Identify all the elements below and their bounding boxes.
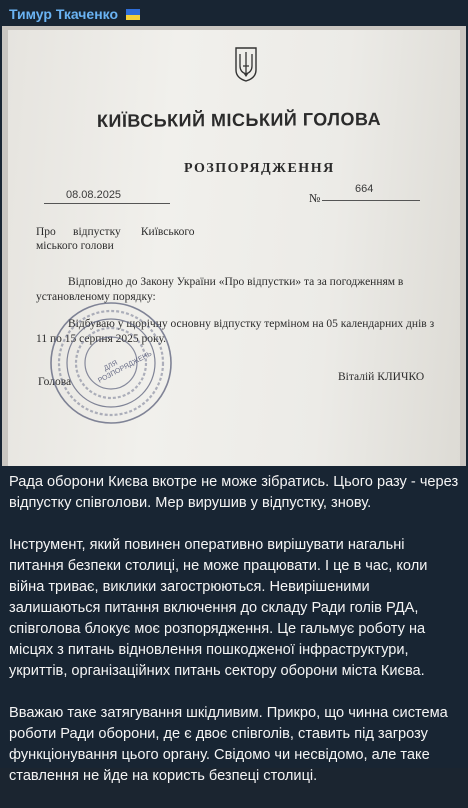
coat-of-arms-icon	[233, 46, 259, 82]
signature-name: Віталій КЛИЧКО	[338, 371, 425, 383]
date-underline	[44, 203, 170, 204]
body-paragraph-1-line-1: Відповідно до Закону України «Про відпустки» та за погодженням в	[68, 276, 404, 288]
sender-header[interactable]	[9, 6, 140, 22]
document-type: РОЗПОРЯДЖЕННЯ	[184, 161, 335, 176]
body-paragraph-2-line-2: 11 по 15 серпня 2025 року.	[36, 333, 166, 345]
signature-title: Голова	[38, 376, 72, 388]
document-paper	[8, 30, 460, 466]
subject-line-1: Про відпустку Київського	[36, 226, 195, 238]
document-header: КИЇВСЬКИЙ МІСЬКИЙ ГОЛОВА	[96, 109, 382, 131]
sender-name[interactable]: Тимур Ткаченко	[9, 6, 119, 22]
number-underline	[322, 200, 420, 201]
subject-line-2: міського голови	[36, 240, 114, 252]
body-paragraph-1-line-2: установленому порядку:	[36, 291, 156, 303]
document-photo[interactable]	[2, 26, 466, 466]
document-number: 664	[355, 183, 374, 195]
message-paragraph-2: Інструмент, який повинен оперативно вирішувати нагальні питання безпеки столиці, не може працювати. І це в час, коли війна триває, виклики загострюються. Невирішеними залишаються питання включення до складу Ради голів РДА, співголова блокує моє розпорядження. Це гальмує роботу на місцях з питань відновлення пошкодженої інфраструктури, укриттів, організаційних питань сектору оборони міста Києва.	[9, 537, 428, 679]
message-text	[9, 472, 461, 808]
message-paragraph-3: Вважаю таке затягування шкідливим. Прикро, що чинна система роботи Ради оборони, де є двоє співголів, ставить під загрозу функціонування цього органу. Свідомо чи несвідомо, але таке ставлення не йде на користь безпеці столиці.	[9, 705, 448, 784]
stamp-center-text: ДЛЯ РОЗПОРЯДЖЕНЬ	[97, 350, 154, 385]
number-prefix: №	[309, 191, 321, 205]
document-date: 08.08.2025	[66, 189, 122, 201]
body-paragraph-2-line-1: Відбуваю у щорічну основну відпустку терміном на 05 календарних днів з	[68, 318, 435, 330]
ukraine-flag-icon	[126, 9, 140, 20]
message-paragraph-1: Рада оборони Києва вкотре не може зібратись. Цього разу - через відпустку співголови. Мер вирушив у відпустку, знову.	[9, 474, 459, 511]
